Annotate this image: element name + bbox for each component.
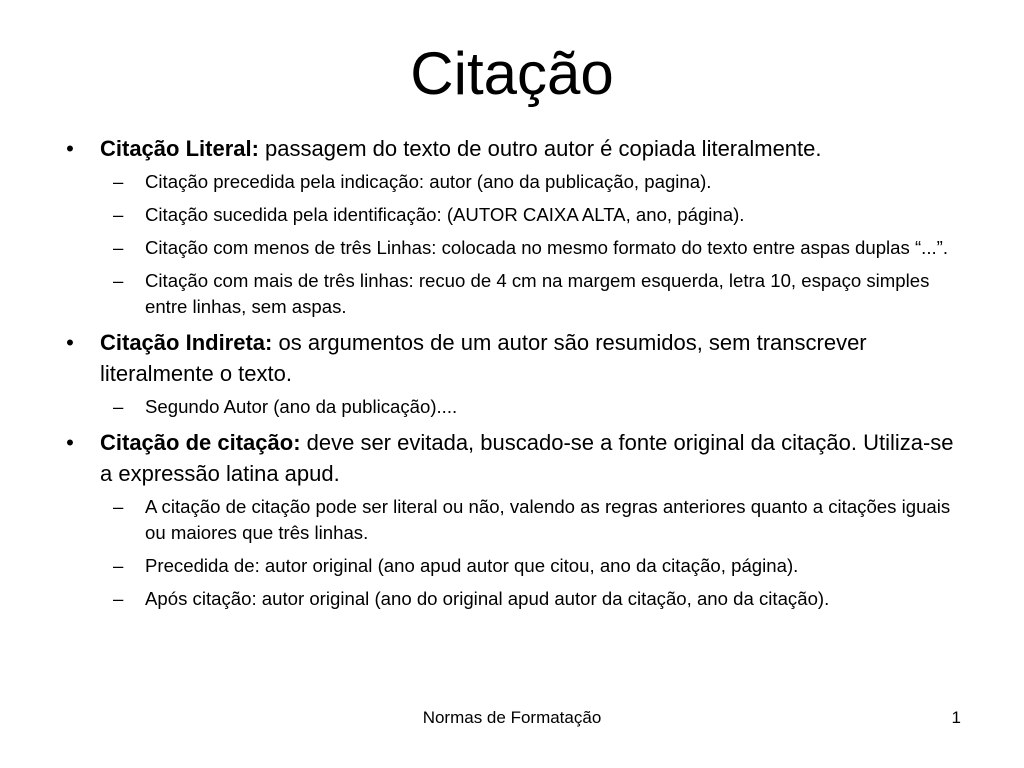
sub-item: [100, 202, 965, 228]
dash-icon: –: [113, 270, 124, 291]
bullet-item-citacao-de-citacao: [60, 427, 965, 612]
bullet-lead: Citação de citação:: [100, 430, 301, 455]
bullet-icon: •: [66, 330, 74, 355]
bullet-lead: Citação Literal:: [100, 136, 259, 161]
bullet-lead: Citação Indireta:: [100, 330, 273, 355]
sub-list: [100, 169, 965, 320]
dash-icon: –: [113, 555, 124, 576]
bullet-text: deve ser evitada, buscado-se a fonte original da citação. Utiliza-se a expressão latina apud.: [100, 430, 954, 486]
sub-item-text: Precedida de: autor original (ano apud autor que citou, ano da citação, página).: [145, 555, 799, 576]
bullet-icon: •: [66, 430, 74, 455]
footer-title: Normas de Formatação: [422, 708, 602, 727]
sub-item-text: Segundo Autor (ano da publicação)....: [145, 396, 458, 417]
sub-item-text: Citação sucedida pela identificação: (AUTOR CAIXA ALTA, ano, página).: [145, 204, 745, 225]
sub-item: [100, 494, 965, 546]
bullet-text: os argumentos de um autor são resumidos, sem transcrever literalmente o texto.: [100, 330, 867, 386]
sub-item-text: Citação com menos de três Linhas: colocada no mesmo formato do texto entre aspas duplas “...”.: [145, 237, 949, 258]
bullet-list: [60, 133, 965, 619]
dash-icon: –: [113, 588, 124, 609]
page-number: 1: [951, 708, 961, 727]
dash-icon: –: [113, 496, 124, 517]
dash-icon: –: [113, 396, 124, 417]
bullet-item-indireta: [60, 327, 965, 420]
sub-item: [100, 169, 965, 195]
sub-item-text: A citação de citação pode ser literal ou não, valendo as regras anteriores quanto a citações iguais ou maiores que três linhas.: [145, 496, 951, 543]
sub-item: [100, 235, 965, 261]
sub-item: [100, 553, 965, 579]
dash-icon: –: [113, 204, 124, 225]
sub-list: [100, 394, 965, 420]
dash-icon: –: [113, 237, 124, 258]
sub-item-text: Citação com mais de três linhas: recuo de 4 cm na margem esquerda, letra 10, espaço simples entre linhas, sem aspas.: [145, 270, 930, 317]
sub-item: [100, 586, 965, 612]
sub-item-text: Citação precedida pela indicação: autor (ano da publicação, pagina).: [145, 171, 712, 192]
sub-item-text: Após citação: autor original (ano do original apud autor da citação, ano da citação).: [145, 588, 830, 609]
sub-item: [100, 394, 965, 420]
sub-item: [100, 268, 965, 320]
dash-icon: –: [113, 171, 124, 192]
slide-title: Citação: [410, 40, 614, 107]
bullet-item-literal: [60, 133, 965, 320]
sub-list: [100, 494, 965, 612]
bullet-icon: •: [66, 136, 74, 161]
bullet-text: passagem do texto de outro autor é copiada literalmente.: [258, 136, 822, 161]
